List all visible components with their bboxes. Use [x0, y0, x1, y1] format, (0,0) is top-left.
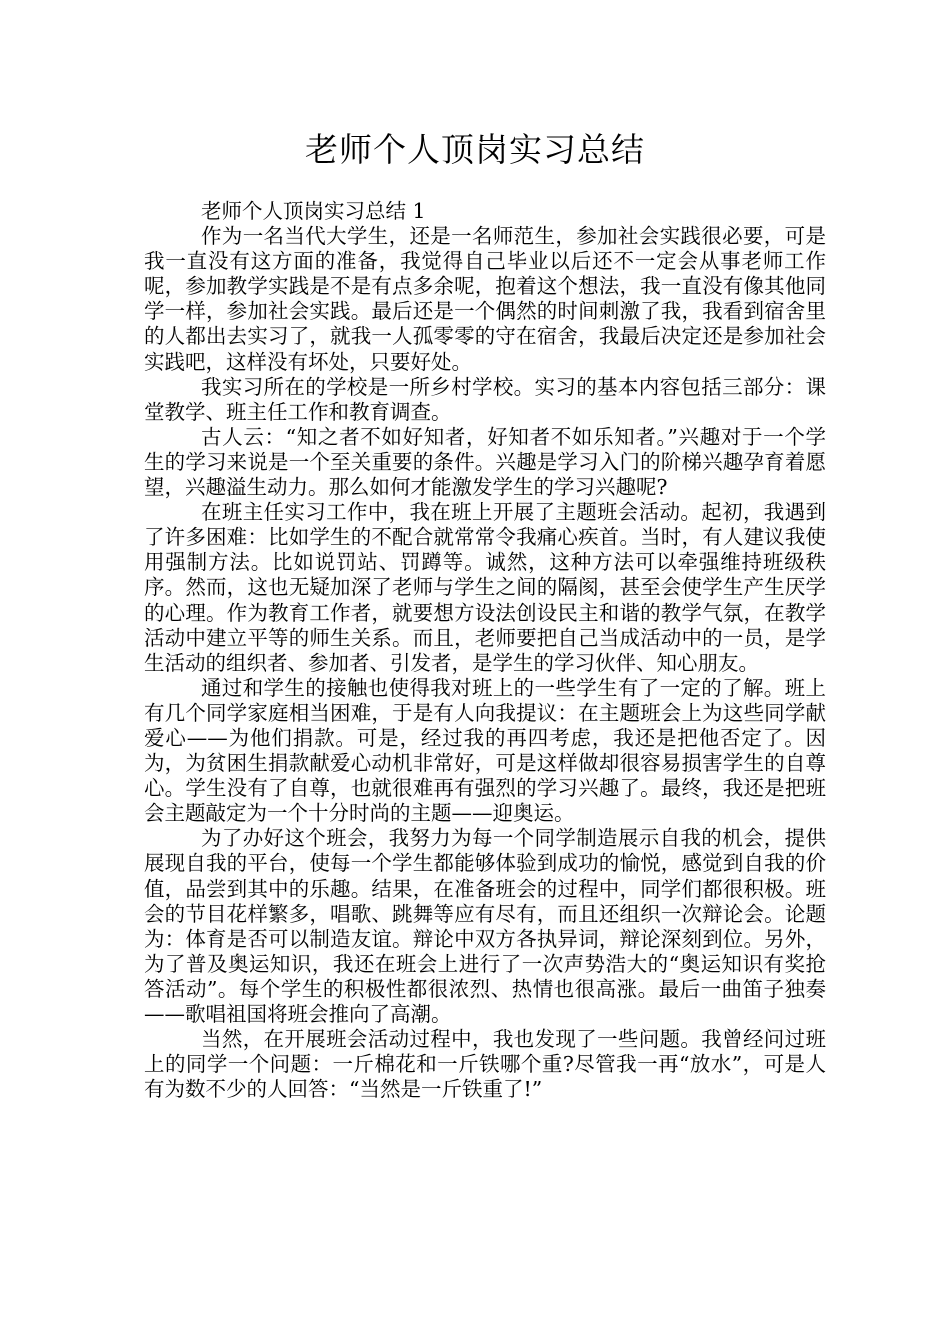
paragraph-interest: 古人云：“知之者不如好知者，好知者不如乐知者。”兴趣对于一个学生的学习来说是一个至关重要的条件。兴趣是学习入门的阶梯兴趣孕育着愿望，兴趣溢生动力。那么如何才能激发学生的学习兴趣呢?: [144, 424, 826, 500]
document-body: [144, 199, 826, 1102]
section-heading: 老师个人顶岗实习总结 1: [201, 199, 426, 223]
paragraph-class-meeting: 在班主任实习工作中，我在班上开展了主题班会活动。起初，我遇到了许多困难：比如学生的不配合就常常令我痛心疾首。当时，有人建议我使用强制方法。比如说罚站、罚蹲等。诚然，这种方法可以牵强维持班级秩序。然而，这也无疑加深了老师与学生之间的隔阂，甚至会使学生产生厌学的心理。作为教育工作者，就要想方设法创设民主和谐的教学气氛，在教学活动中建立平等的师生关系。而且，老师要把自己当成活动中的一员，是学生活动的组织者、参加者、引发者，是学生的学习伙伴、知心朋友。: [144, 500, 826, 675]
paragraph-intro: 作为一名当代大学生，还是一名师范生，参加社会实践很必要，可是我一直没有这方面的准备，我觉得自己毕业以后还不一定会从事老师工作呢，参加教学实践是不是有点多余呢，抱着这个想法，我一直没有像其他同学一样，参加社会实践。最后还是一个偶然的时间刺激了我，我看到宿舍里的人都出去实习了，就我一人孤零零的守在宿舍，我最后决定还是参加社会实践吧，这样没有坏处，只要好处。: [144, 224, 826, 374]
paragraph-school: 我实习所在的学校是一所乡村学校。实习的基本内容包括三部分：课堂教学、班主任工作和教育调查。: [144, 374, 826, 424]
document-title: 老师个人顶岗实习总结: [305, 130, 645, 169]
paragraph-olympics: 为了办好这个班会，我努力为每一个同学制造展示自我的机会，提供展现自我的平台，使每一个学生都能够体验到成功的愉悦，感觉到自我的价值，品尝到其中的乐趣。结果，在准备班会的过程中，同学们都很积极。班会的节目花样繁多，唱歌、跳舞等应有尽有，而且还组织一次辩论会。论题为：体育是否可以制造友谊。辩论中双方各执异词，辩论深刻到位。另外，为了普及奥运知识，我还在班会上进行了一次声势浩大的“奥运知识有奖抢答活动”。每个学生的积极性都很浓烈、热情也很高涨。最后一曲笛子独奏——歌唱祖国将班会推向了高潮。: [144, 826, 826, 1026]
paragraph-students: 通过和学生的接触也使得我对班上的一些学生有了一定的了解。班上有几个同学家庭相当困难，于是有人向我提议：在主题班会上为这些同学献爱心——为他们捐款。可是，经过我的再四考虑，我还是把他否定了。因为，为贫困生捐款献爱心动机非常好，可是这样做却很容易损害学生的自尊心。学生没有了自尊，也就很难再有强烈的学习兴趣了。最终，我还是把班会主题敲定为一个十分时尚的主题——迎奥运。: [144, 675, 826, 826]
paragraph-problems: 当然，在开展班会活动过程中，我也发现了一些问题。我曾经问过班上的同学一个问题：一斤棉花和一斤铁哪个重?尽管我一再“放水”，可是人有为数不少的人回答：“当然是一斤铁重了!”: [144, 1027, 826, 1102]
